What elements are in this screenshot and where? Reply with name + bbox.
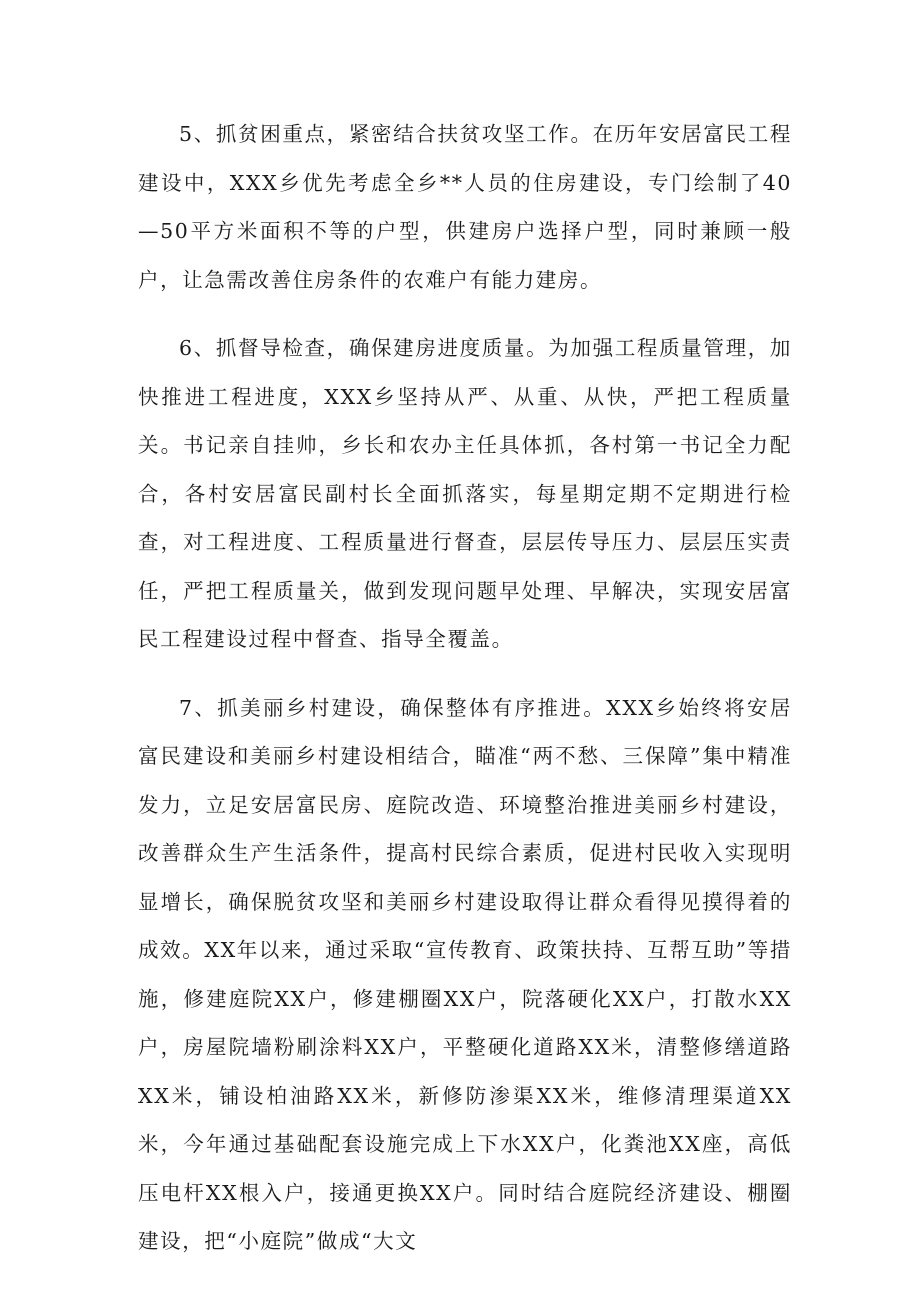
paragraph-7-beautiful-village: 7、抓美丽乡村建设，确保整体有序推进。XXX乡始终将安居富民建设和美丽乡村建设相结合，瞄准“两不愁、三保障”集中精准发力，立足安居富民房、庭院改造、环境整治推进美丽乡村建设，改善群众生产生活条件，提高村民综合素质，促进村民收入实现明显增长，确保脱贫攻坚和美丽乡村建设取得让群众看得见摸得着的成效。XX年以来，通过采取“宣传教育、政策扶持、互帮互助”等措施，修建庭院XX户，修建棚圈XX户，院落硬化XX户，打散水XX户，房屋院墙粉刷涂料XX户，平整硬化道路XX米，清整修缮道路XX米，铺设柏油路XX米，新修防渗渠XX米，维修清理渠道XX米，今年通过基础配套设施完成上下水XX户，化粪池XX座，高低压电杆XX根入户，接通更换XX户。同时结合庭院经济建设、棚圈建设，把“小庭院”做成“大文 (138, 695, 792, 1253)
paragraph-5-housing-priority: 5、抓贫困重点，紧密结合扶贫攻坚工作。在历年安居富民工程建设中，XXX乡优先考虑全乡**人员的住房建设，专门绘制了40—50平方米面积不等的户型，供建房户选择户型，同时兼顾一般户，让急需改善住房条件的农难户有能力建房。 (138, 122, 792, 292)
paragraph-6-supervision-inspection: 6、抓督导检查，确保建房进度质量。为加强工程质量管理，加快推进工程进度，XXX乡坚持从严、从重、从快，严把工程质量关。书记亲自挂帅，乡长和农办主任具体抓，各村第一书记全力配合，各村安居富民副村长全面抓落实，每星期定期不定期进行检查，对工程进度、工程质量进行督查，层层传导压力、层层压实责任，严把工程质量关，做到发现问题早处理、早解决，实现安居富民工程建设过程中督查、指导全覆盖。 (138, 336, 792, 651)
